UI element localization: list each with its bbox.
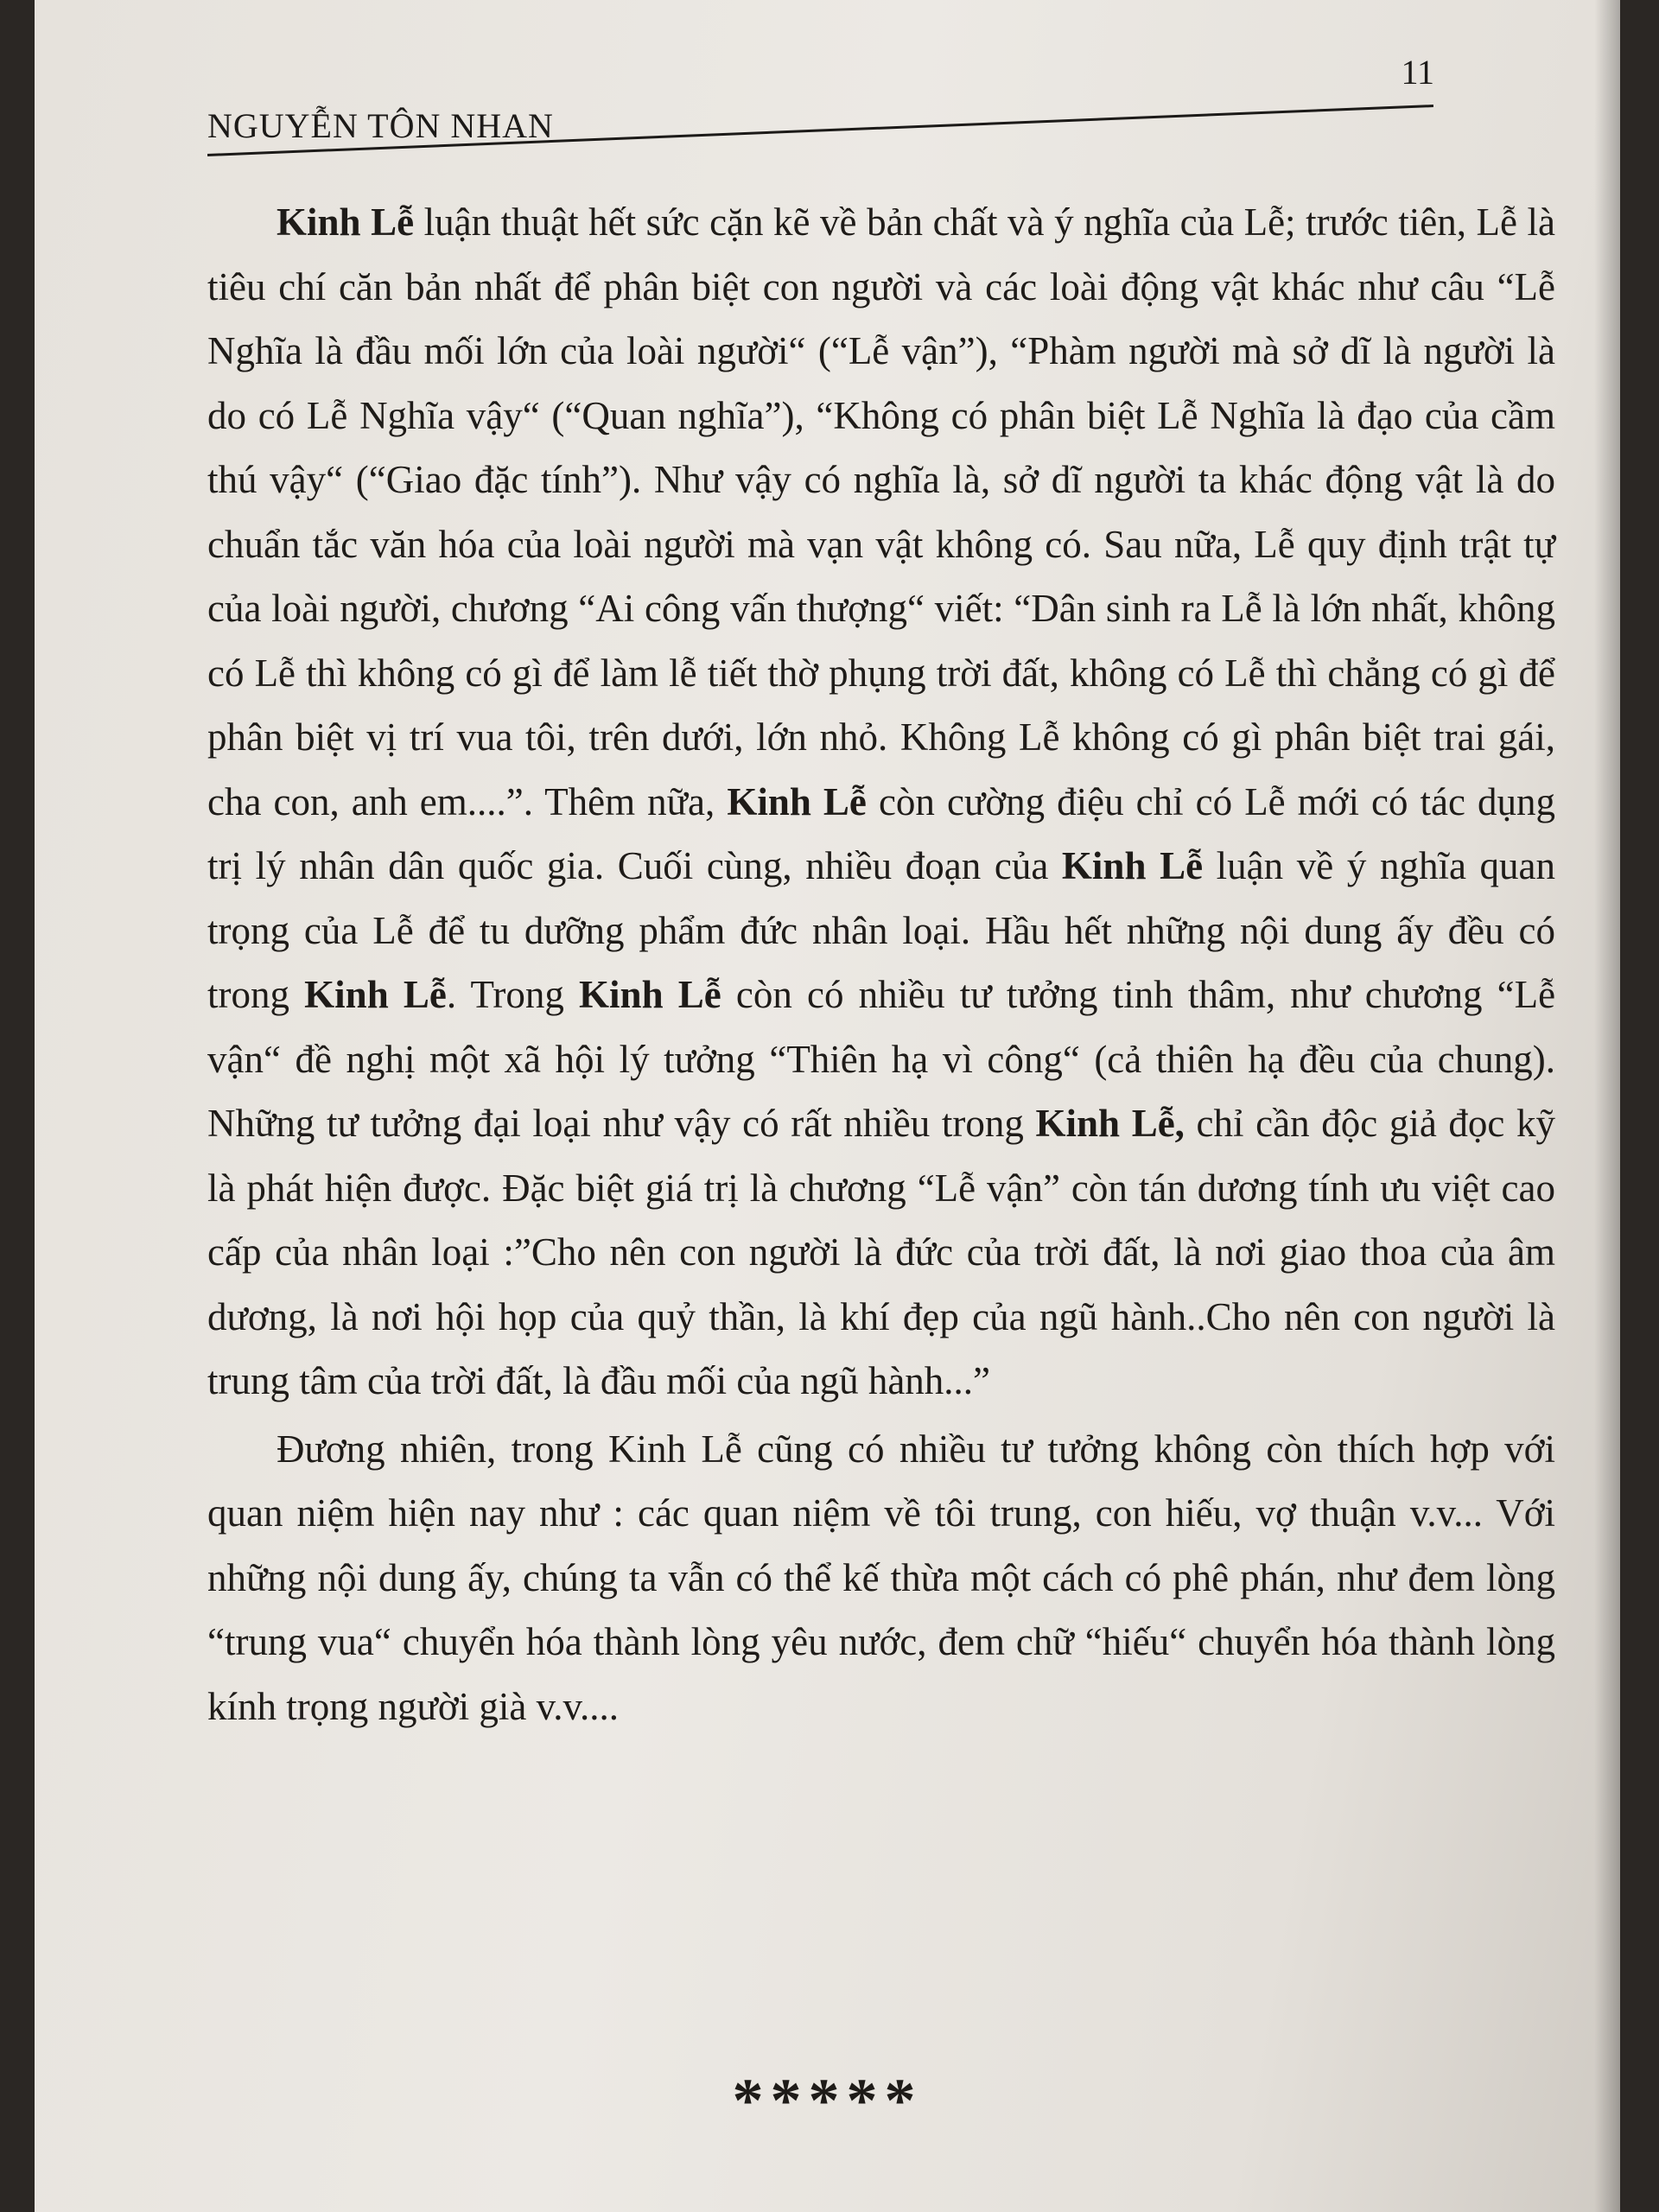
text-segment: Đương nhiên, trong Kinh Lễ cũng có nhiều tư tưởng không còn thích hợp với quan niệm hiện nay như : các quan niệm về tôi trung, con hiếu, vợ thuận v.v... Với những nội dung ấy, chúng ta vẫn có thể kế thừa một cách có phê phán, như đem lòng “trung vua“ chuyển hóa thành lòng yêu nước, đem chữ “hiếu“ chuyển hóa thành lòng kính trọng người già v.v.... <box>207 1427 1555 1728</box>
page-edge-shadow <box>1594 0 1620 2212</box>
paragraph-1 <box>207 190 1555 1414</box>
book-title-kinh-le: Kinh Lễ <box>304 973 447 1016</box>
text-segment: . Trong <box>446 973 580 1016</box>
text-segment: luận về ý nghĩa quan trọng của Lễ để tu dưỡng phẩm đức nhân loại. Hầu hết những nội dung ấy đều có trong <box>207 844 1555 1016</box>
book-title-kinh-le: Kinh Lễ <box>1061 844 1204 887</box>
paragraph-2 <box>207 1417 1555 1739</box>
text-segment: còn có nhiều tư tưởng tinh thâm, như chương “Lễ vận“ đề nghị một xã hội lý tưởng “Thiên hạ vì công“ (cả thiên hạ đều của chung). Những tư tưởng đại loại như vậy có rất nhiều trong <box>207 973 1556 1145</box>
running-head-author: NGUYỄN TÔN NHAN <box>207 106 554 145</box>
text-segment: chỉ cần độc giả đọc kỹ là phát hiện được. Đặc biệt giá trị là chương “Lễ vận” còn tán dương tính ưu việt cao cấp của nhân loại :”Cho nên con người là đức của trời đất, là nơi giao thoa của âm dương, là nơi hội họp của quỷ thần, là khí đẹp của ngũ hành..Cho nên con người là trung tâm của trời đất, là đầu mối của ngũ hành...” <box>207 1102 1556 1402</box>
text-segment: luận thuật hết sức cặn kẽ về bản chất và ý nghĩa của Lễ; trước tiên, Lễ là tiêu chí căn bản nhất để phân biệt con người và các loài động vật khác như câu “Lễ Nghĩa là đầu mối lớn của loài người“ (“Lễ vận”), “Phàm người mà sở dĩ là người là do có Lễ Nghĩa vậy“ (“Quan nghĩa”), “Không có phân biệt Lễ Nghĩa là đạo của cầm thú vậy“ (“Giao đặc tính”). Như vậy có nghĩa là, sở dĩ người ta khác động vật là do chuẩn tắc văn hóa của loài người mà vạn vật không có. Sau nữa, Lễ quy định trật tự của loài người, chương “Ai công vấn thượng“ viết: “Dân sinh ra Lễ là lớn nhất, không có Lễ thì không có gì để làm lễ tiết thờ phụng trời đất, không có Lễ thì chẳng có gì để phân biệt vị trí vua tôi, trên dưới, lớn nhỏ. Không Lễ không có gì phân biệt trai gái, cha con, anh em....”. Thêm nữa, <box>207 200 1556 823</box>
body-text <box>207 190 1555 1738</box>
text-segment: còn cường điệu chỉ có Lễ mới có tác dụng trị lý nhân dân quốc gia. Cuối cùng, nhiều đoạn của <box>207 779 1556 887</box>
section-separator: ***** <box>732 2066 923 2135</box>
page-number: 11 <box>1401 53 1434 92</box>
book-title-kinh-le: Kinh Lễ <box>276 200 415 244</box>
book-title-kinh-le: Kinh Lễ <box>579 973 721 1016</box>
book-title-kinh-le: Kinh Lễ <box>727 779 867 823</box>
book-title-kinh-le: Kinh Lễ, <box>1035 1102 1185 1145</box>
book-page <box>35 0 1620 2212</box>
page-header <box>207 52 1434 164</box>
